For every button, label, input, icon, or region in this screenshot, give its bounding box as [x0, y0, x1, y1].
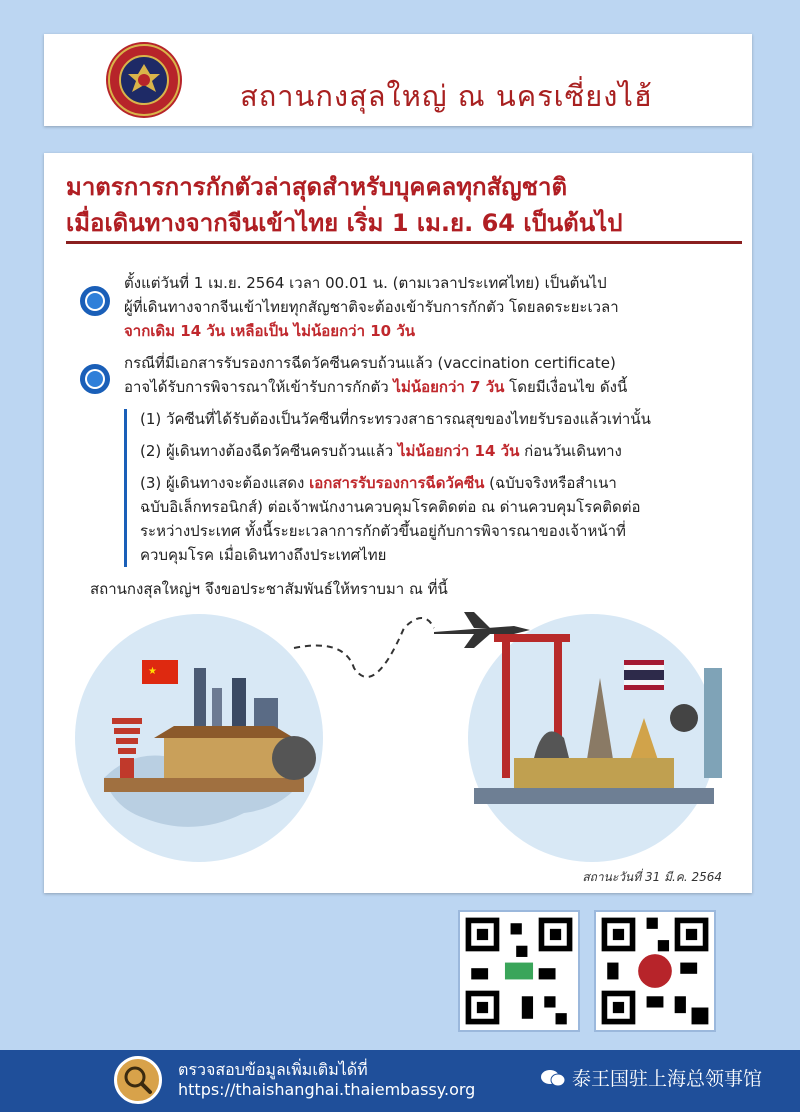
condition-3-line2: ฉบับอิเล็กทรอนิกส์) ต่อเจ้าพนักงานควบคุมโรคติดต่อ ณ ด่านควบคุมโรคติดต่อ [140, 498, 641, 516]
condition-1 [140, 407, 651, 431]
condition-3 [124, 471, 640, 567]
footer-bar [0, 1050, 800, 1112]
condition-1-text: (1) วัคซีนที่ได้รับต้องเป็นวัคซีนที่กระทรวงสาธารณสุขของไทยรับรองแล้วเท่านั้น [140, 410, 651, 428]
condition-3-text-b: (ฉบับจริงหรือสำเนา [484, 474, 617, 492]
condition-2-text-a: (2) ผู้เดินทางต้องฉีดวัคซีนครบถ้วนแล้ว [140, 442, 398, 460]
condition-3-line3: ระหว่างประเทศ ทั้งนี้ระยะเวลาการกักตัวขึ้นอยู่กับการพิจารณาของเจ้าหน้าที่ [140, 522, 626, 540]
closing-text: สถานกงสุลใหญ่ฯ จึงขอประชาสัมพันธ์ให้ทราบมา ณ ที่นี้ [90, 580, 448, 598]
p2-line2 [124, 375, 627, 399]
p2-line1: กรณีที่มีเอกสารรับรองการฉีดวัคซีนครบถ้วนแล้ว (vaccination certificate) [124, 354, 616, 372]
qr-code-icon[interactable] [460, 912, 578, 1030]
condition-3-highlight: เอกสารรับรองการฉีดวัคซีน [309, 474, 485, 492]
condition-2 [140, 439, 622, 463]
giant-swing-icon [502, 638, 510, 778]
circle-bullet-icon [80, 364, 110, 394]
circle-bullet-icon [80, 286, 110, 316]
magnifier-icon [114, 1056, 162, 1104]
header-title: สถานกงสุลใหญ่ ณ นครเซี่ยงไฮ้ [240, 79, 653, 113]
qr-code-icon[interactable] [596, 912, 714, 1030]
wechat-icon [540, 1068, 566, 1088]
thailand-flag-icon [624, 660, 664, 690]
notice-card [44, 153, 752, 893]
travel-illustration [44, 608, 752, 868]
condition-2-text-b: ก่อนวันเดินทาง [519, 442, 622, 460]
p2-text-a: อาจได้รับการพิจารณาให้เข้ารับการกักตัว [124, 378, 394, 396]
paragraph-1 [124, 271, 619, 343]
header-card [44, 34, 752, 126]
notice-title-line2: เมื่อเดินทางจากจีนเข้าไทย เริ่ม 1 เม.ย. 64 เป็นต้นไป [66, 209, 623, 237]
notice-title [66, 169, 736, 241]
p1-line2: ผู้ที่เดินทางจากจีนเข้าไทยทุกสัญชาติจะต้องเข้ารับการกักตัว โดยลดระยะเวลา [124, 298, 619, 316]
notice-title-line1: มาตรการการกักตัวล่าสุดสำหรับบุคคลทุกสัญชาติ [66, 173, 568, 201]
flight-path [294, 618, 434, 677]
title-divider [66, 241, 742, 244]
condition-3-line4: ควบคุมโรค เมื่อเดินทางถึงประเทศไทย [140, 546, 387, 564]
p2-highlight: ไม่น้อยกว่า 7 วัน [393, 378, 505, 396]
paragraph-2 [124, 351, 627, 399]
p2-text-b: โดยมีเงื่อนไข ดังนี้ [504, 378, 628, 396]
status-date: สถานะวันที่ 31 มี.ค. 2564 [582, 870, 722, 884]
consulate-seal-icon [104, 40, 184, 120]
footer-info-label: ตรวจสอบข้อมูลเพิ่มเติมได้ที่ [178, 1060, 368, 1079]
p1-line1: ตั้งแต่วันที่ 1 เม.ย. 2564 เวลา 00.01 น. (ตามเวลาประเทศไทย) เป็นต้นไป [124, 274, 607, 292]
condition-3-text-a: (3) ผู้เดินทางจะต้องแสดง [140, 474, 310, 492]
p1-highlight: จากเดิม 14 วัน เหลือเป็น ไม่น้อยกว่า 10 วัน [124, 322, 416, 340]
footer-url-link[interactable]: https://thaishanghai.thaiembassy.org [178, 1080, 476, 1099]
condition-2-highlight: ไม่น้อยกว่า 14 วัน [397, 442, 520, 460]
svg-text:★: ★ [148, 666, 157, 677]
wechat-account-name: 泰王国驻上海总领事馆 [572, 1068, 763, 1090]
